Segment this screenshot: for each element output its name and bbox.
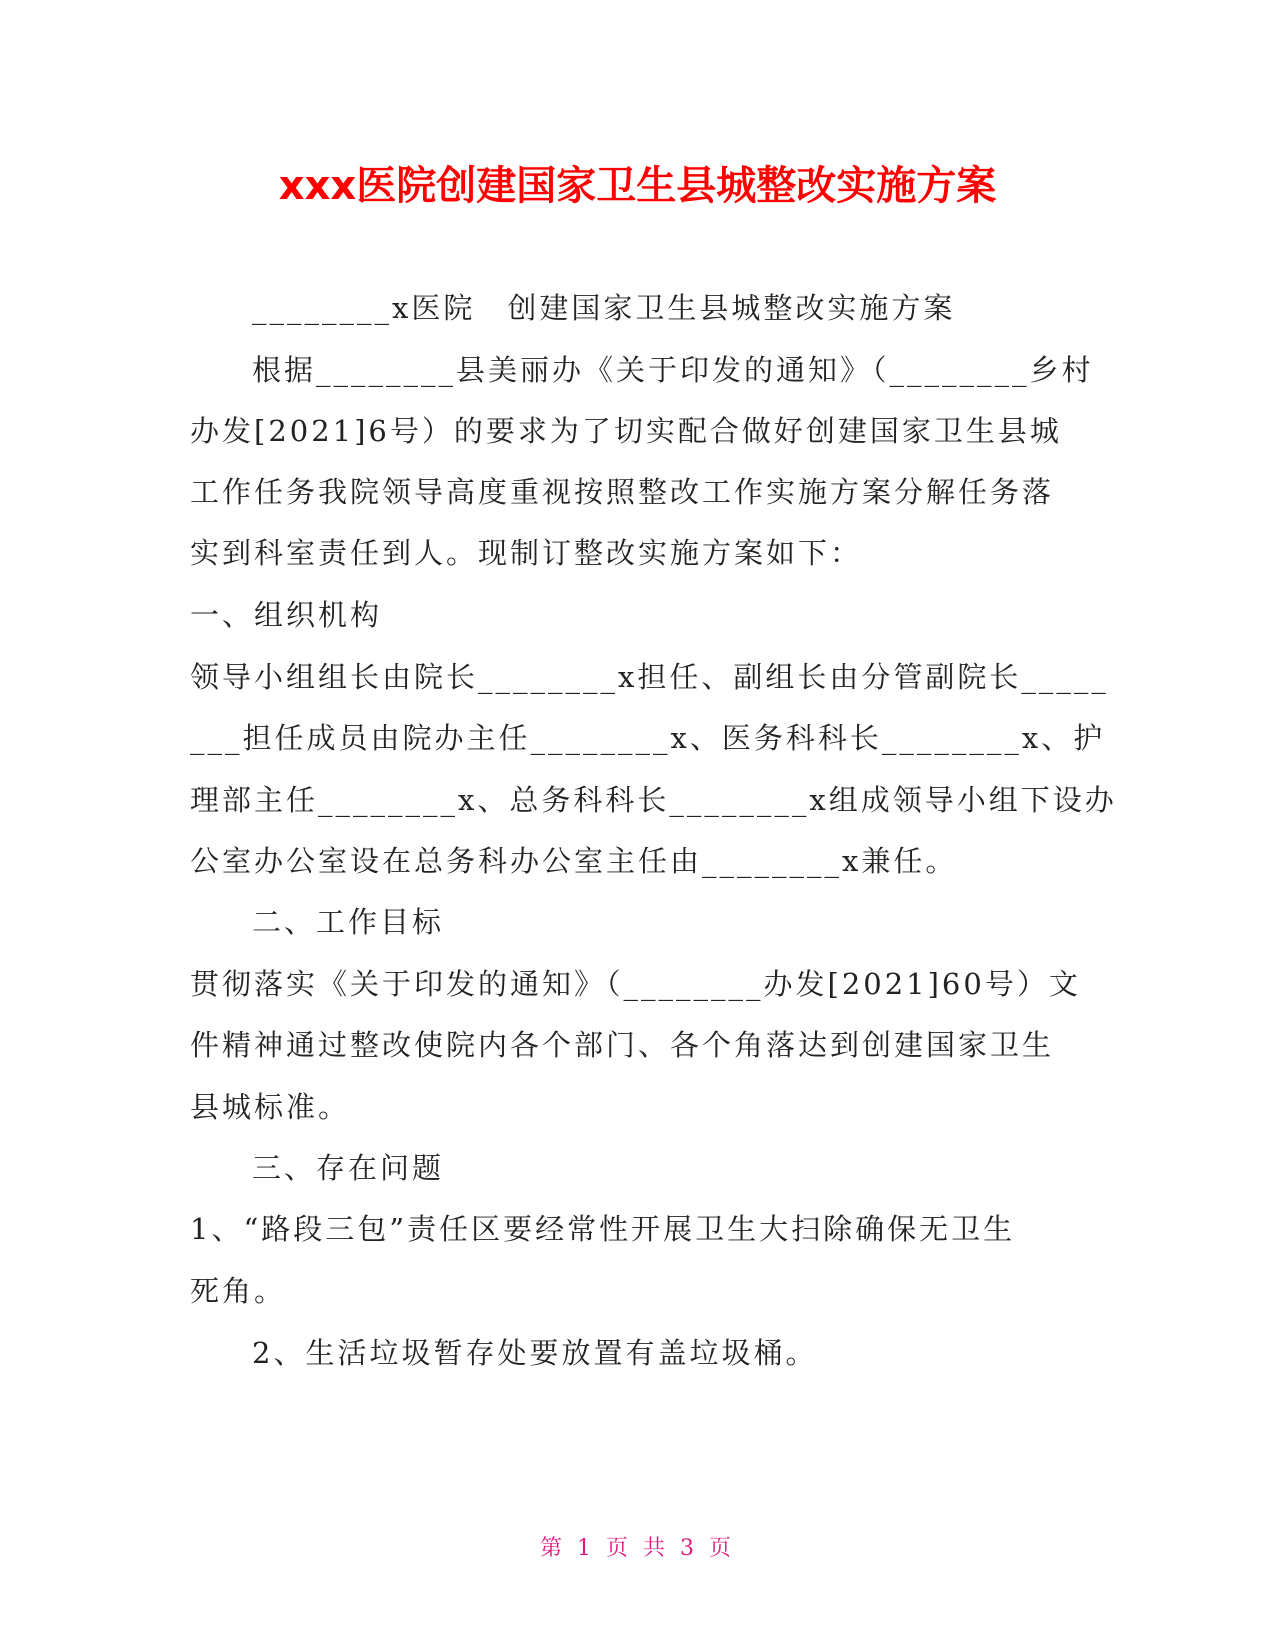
paragraph-line: 领导小组组长由院长________x担任、副组长由分管副院长_____ bbox=[190, 660, 1109, 694]
paragraph-line: 办发[2021]6号）的要求为了切实配合做好创建国家卫生县城 bbox=[190, 414, 1062, 448]
paragraph-line: 件精神通过整改使院内各个部门、各个角落达到创建国家卫生 bbox=[190, 1028, 1055, 1062]
section-heading: 三、存在问题 bbox=[252, 1151, 445, 1185]
list-item: 2、生活垃圾暂存处要放置有盖垃圾桶。 bbox=[252, 1336, 818, 1370]
paragraph-line: 理部主任________x、总务科科长________x组成领导小组下设办 bbox=[190, 783, 1117, 817]
paragraph-line: 县城标准。 bbox=[190, 1090, 351, 1124]
paragraph-line: 根据________县美丽办《关于印发的通知》（________乡村 bbox=[252, 353, 1094, 387]
page-number-footer: 第 1 页 共 3 页 bbox=[540, 1536, 735, 1561]
section-heading: 一、组织机构 bbox=[190, 598, 383, 632]
document-title: xxx医院创建国家卫生县城整改实施方案 bbox=[278, 163, 997, 209]
subtitle-line: ________x医院 创建国家卫生县城整改实施方案 bbox=[252, 291, 956, 325]
paragraph-line: 实到科室责任到人。现制订整改实施方案如下： bbox=[190, 536, 863, 570]
paragraph-line: ___担任成员由院办主任________x、医务科科长________x、护 bbox=[190, 721, 1106, 755]
paragraph-line: 贯彻落实《关于印发的通知》（________办发[2021]60号）文 bbox=[190, 967, 1081, 1001]
section-heading: 二、工作目标 bbox=[252, 905, 445, 939]
list-item: 1、“路段三包”责任区要经常性开展卫生大扫除确保无卫生 bbox=[190, 1212, 1016, 1246]
paragraph-line: 工作任务我院领导高度重视按照整改工作实施方案分解任务落 bbox=[190, 475, 1055, 509]
paragraph-line: 公室办公室设在总务科办公室主任由________x兼任。 bbox=[190, 844, 958, 878]
list-item-continuation: 死角。 bbox=[190, 1274, 287, 1308]
